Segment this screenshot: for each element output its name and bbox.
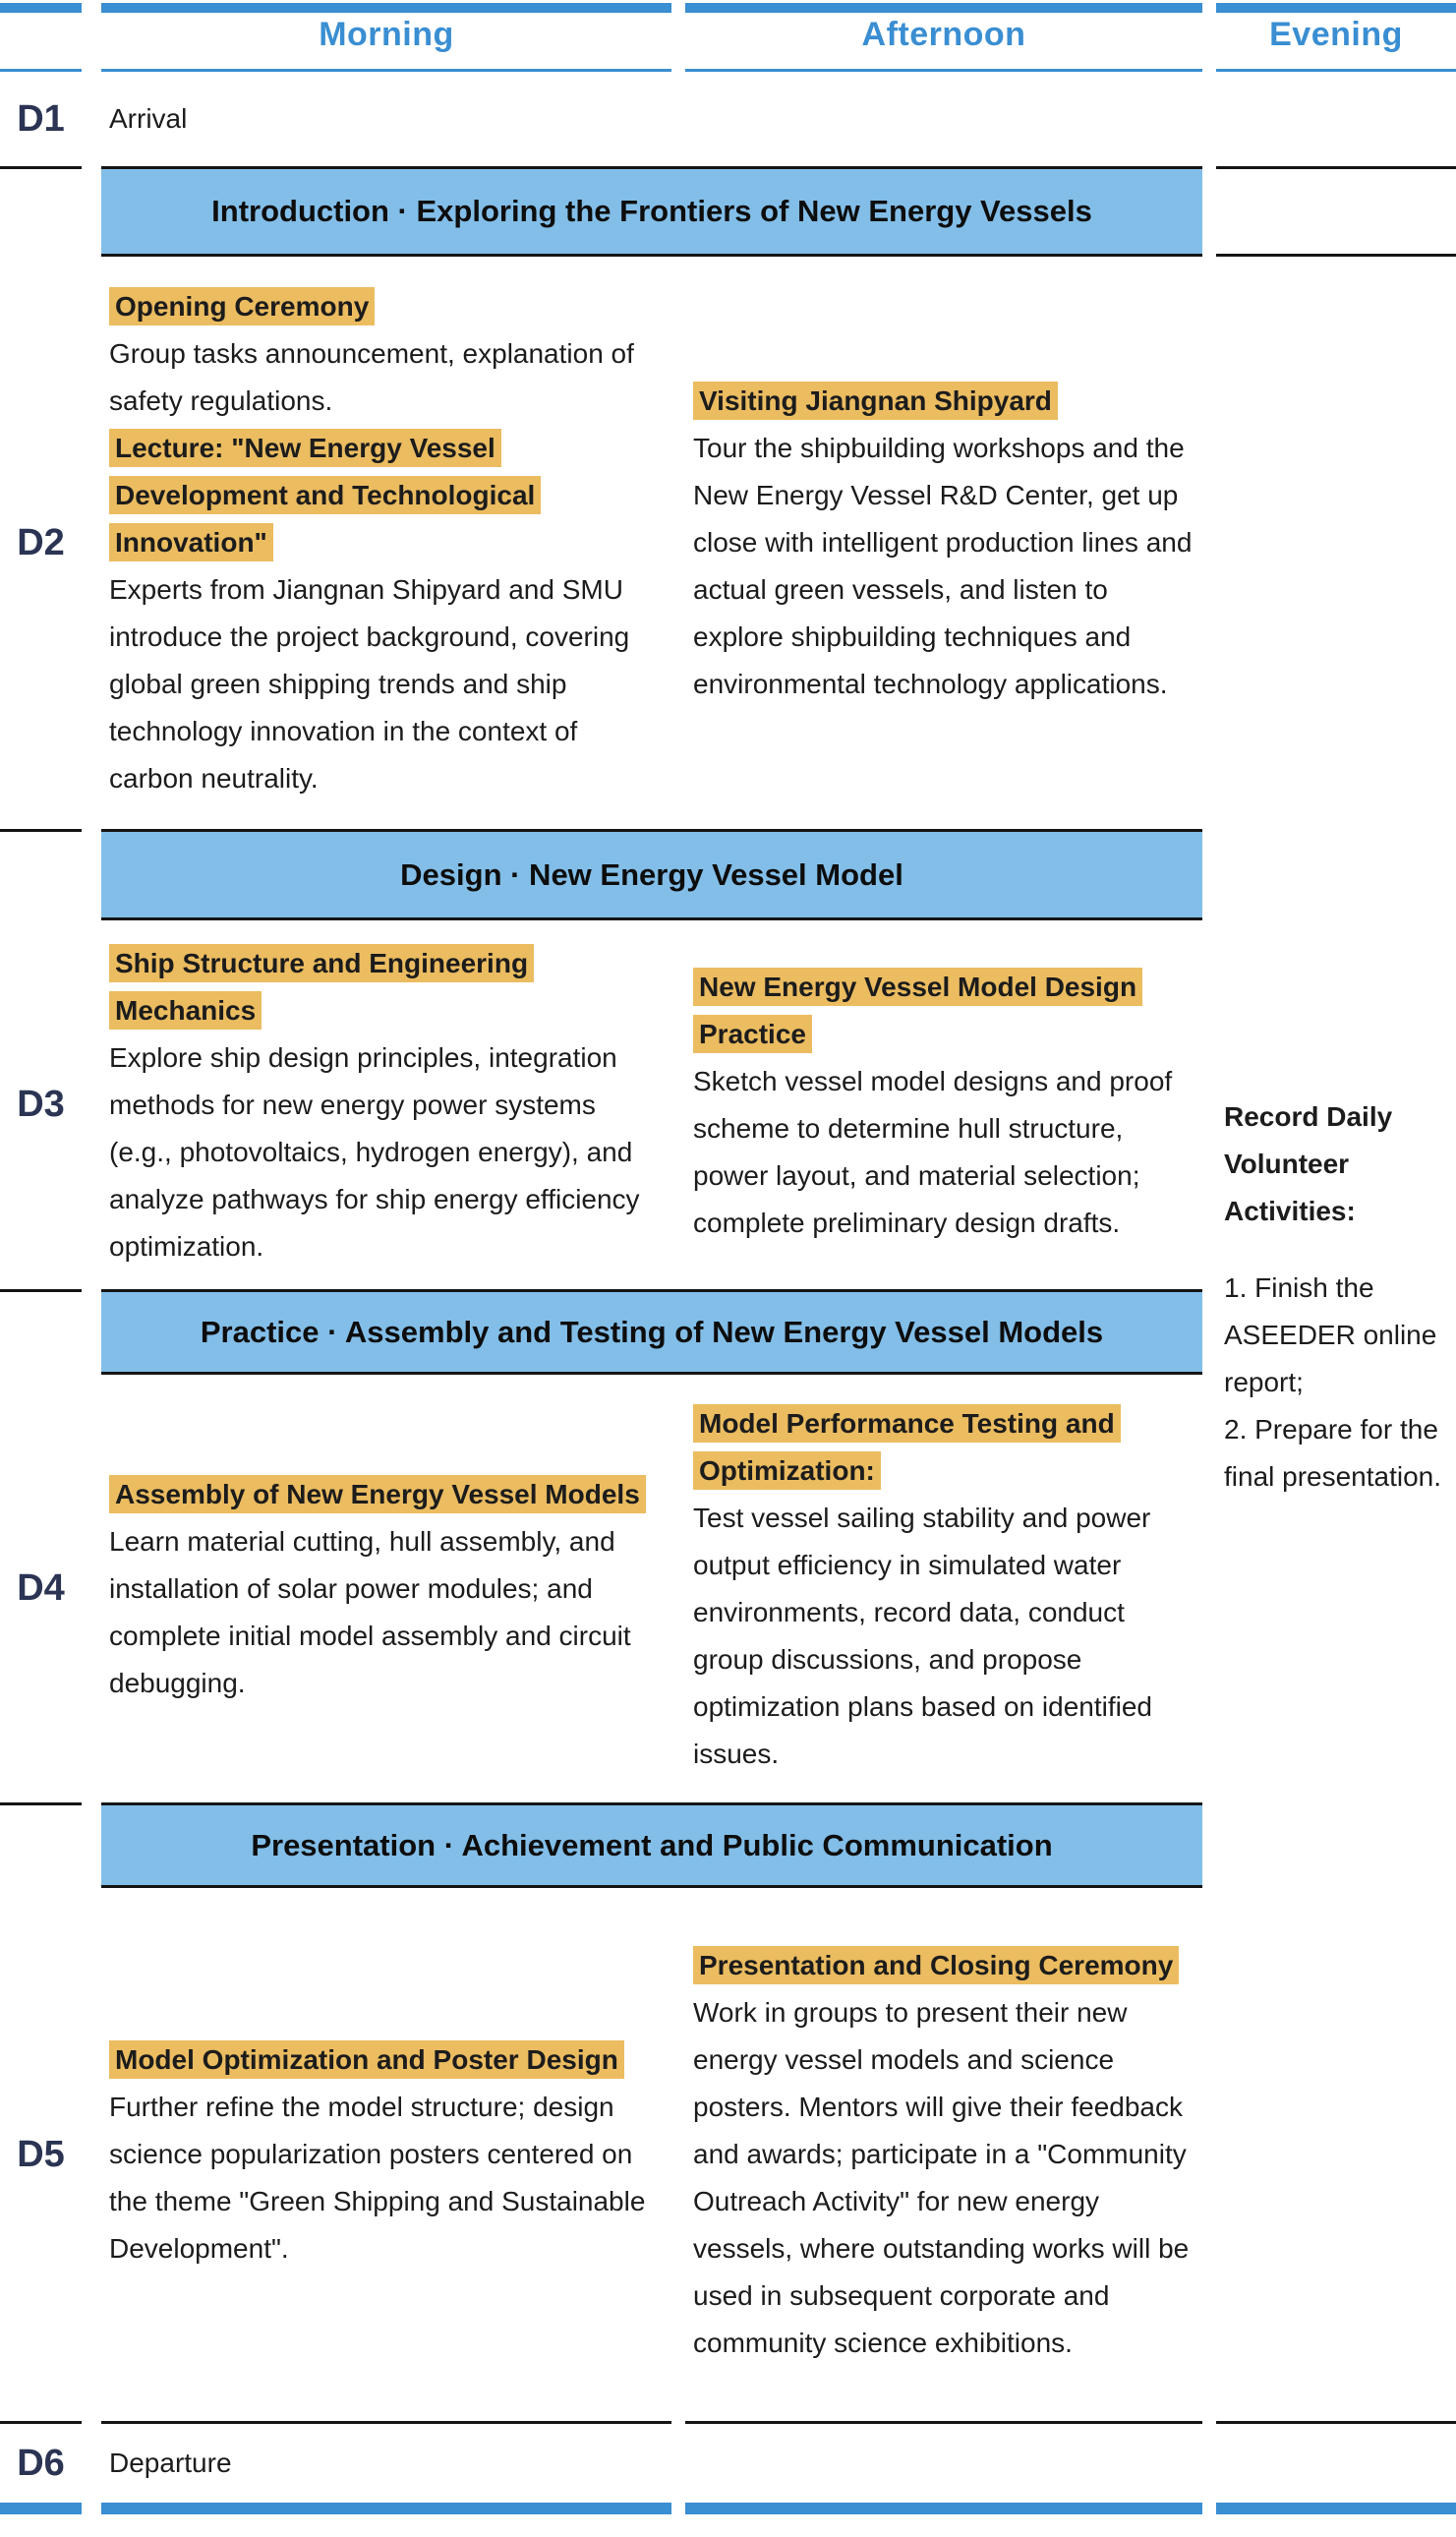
- footer-accent-bar: [685, 2503, 1202, 2514]
- d3-morning-body: Explore ship design principles, integration methods for new energy power systems (e.g., photovoltaics, hydrogen energy), and analyze pathways for ship energy efficiency optimization.: [109, 1041, 640, 1262]
- d4-morning-body: Learn material cutting, hull assembly, and installation of solar power modules; and complete initial model assembly and circuit debugging.: [109, 1525, 631, 1698]
- d3-afternoon-heading: [693, 964, 1196, 1058]
- d2-afternoon-body: Tour the shipbuilding workshops and the New Energy Vessel R&D Center, get up close with intelligent production lines and actual green vessels, and listen to explore shipbuilding techniques and environmental technology applications.: [693, 433, 1193, 699]
- header-accent-bar: [1216, 3, 1456, 13]
- day-label-d1: D1: [17, 97, 65, 140]
- d6-activity: Departure: [101, 2421, 671, 2503]
- d4-afternoon-cell: [685, 1375, 1202, 1802]
- d5-morning-cell: [101, 1888, 671, 2421]
- footer-accent-bar: [0, 2503, 82, 2514]
- day-column-rule: [0, 1802, 82, 1888]
- column-header-morning: [101, 0, 671, 72]
- d3-afternoon-body: Sketch vessel model designs and proof scheme to determine hull structure, power layout, and material selection; complete preliminary design drafts.: [693, 1065, 1173, 1238]
- afternoon-column-rule: [685, 2421, 1202, 2503]
- footer-accent-bar: [101, 2503, 671, 2514]
- section-banner-introduction: Introduction · Exploring the Frontiers of New Energy Vessels: [101, 166, 1202, 257]
- section-banner-presentation: Presentation · Achievement and Public Communication: [101, 1802, 1202, 1888]
- evening-note-item: 2. Prepare for the final presentation.: [1224, 1413, 1442, 1492]
- day-label-d5: D5: [17, 2133, 65, 2175]
- column-header-morning-label: Morning: [319, 15, 454, 53]
- section-banner-design: Design · New Energy Vessel Model: [101, 829, 1202, 920]
- evening-note-item: 1. Finish the ASEEDER online report;: [1224, 1271, 1437, 1397]
- day-label-d4: D4: [17, 1567, 65, 1609]
- d2-afternoon-heading: [693, 378, 1196, 425]
- highlighted-heading: Lecture: "New Energy Vessel Development and Technological Innovation": [109, 429, 541, 561]
- d2-morning-body-1: Group tasks announcement, explanation of safety regulations.: [109, 338, 634, 416]
- d4-afternoon-body: Test vessel sailing stability and power output efficiency in simulated water environments, record data, conduct group discussions, and propose optimization plans based on identified issues.: [693, 1502, 1152, 1769]
- d3-morning-heading: [109, 940, 666, 1034]
- evening-note-list: [1224, 1265, 1452, 1501]
- d4-morning-heading: [109, 1471, 666, 1518]
- d4-morning-cell: [101, 1375, 671, 1802]
- header-accent-bar: [685, 3, 1202, 13]
- evening-column-rule: [1216, 166, 1456, 257]
- d3-morning-cell: [101, 920, 671, 1289]
- highlighted-heading: Assembly of New Energy Vessel Models: [109, 1475, 646, 1513]
- d1-activity: Arrival: [109, 103, 188, 134]
- d4-afternoon-heading: [693, 1400, 1196, 1495]
- evening-column-rule: [1216, 2421, 1456, 2503]
- highlighted-heading: Opening Ceremony: [109, 287, 375, 325]
- column-header-afternoon-label: Afternoon: [861, 15, 1026, 53]
- d2-morning-heading-2: [109, 425, 666, 566]
- column-header-afternoon: [685, 0, 1202, 72]
- header-accent-bar: [0, 3, 82, 13]
- highlighted-heading: Visiting Jiangnan Shipyard: [693, 382, 1058, 420]
- d2-morning-body-2: Experts from Jiangnan Shipyard and SMU introduce the project background, covering global green shipping trends and ship technology innovation in the context of carbon neutrality.: [109, 574, 630, 794]
- d5-morning-heading: [109, 2036, 666, 2084]
- footer-accent-bar: [1216, 2503, 1456, 2514]
- highlighted-heading: Ship Structure and Engineering Mechanics: [109, 944, 534, 1030]
- day-column-rule: [0, 829, 82, 920]
- evening-volunteer-note: [1216, 257, 1456, 2421]
- d3-afternoon-cell: [685, 920, 1202, 1289]
- evening-note-heading: Record Daily Volunteer Activities:: [1224, 1100, 1393, 1226]
- d5-afternoon-cell: [685, 1888, 1202, 2421]
- d2-morning-heading-1: [109, 283, 666, 330]
- highlighted-heading: Model Performance Testing and Optimization:: [693, 1404, 1121, 1490]
- highlighted-heading: Model Optimization and Poster Design: [109, 2040, 624, 2079]
- column-header-evening-label: Evening: [1269, 15, 1403, 53]
- d2-morning-cell: [101, 257, 671, 829]
- section-banner-practice: Practice · Assembly and Testing of New Energy Vessel Models: [101, 1289, 1202, 1375]
- highlighted-heading: Presentation and Closing Ceremony: [693, 1946, 1179, 1984]
- day-column-rule: [0, 1289, 82, 1375]
- d5-morning-body: Further refine the model structure; design science popularization posters centered on the theme "Green Shipping and Sustainable Development".: [109, 2092, 646, 2264]
- d5-afternoon-heading: [693, 1942, 1196, 1989]
- day-label-d2: D2: [17, 521, 65, 563]
- header-day-spacer: [0, 0, 82, 72]
- header-accent-bar: [101, 3, 671, 13]
- d5-afternoon-body: Work in groups to present their new energy vessel models and science posters. Mentors will give their feedback and awards; participate in a "Community Outreach Activity" for new energy vessels, where outstanding works will be used in subsequent corporate and community science exhibitions.: [693, 1997, 1190, 2358]
- day-column-rule: [0, 166, 82, 257]
- day-label-d6: D6: [0, 2421, 82, 2503]
- day-label-d3: D3: [17, 1084, 65, 1125]
- highlighted-heading: New Energy Vessel Model Design Practice: [693, 968, 1142, 1053]
- column-header-evening: [1216, 0, 1456, 72]
- d2-afternoon-cell: [685, 257, 1202, 829]
